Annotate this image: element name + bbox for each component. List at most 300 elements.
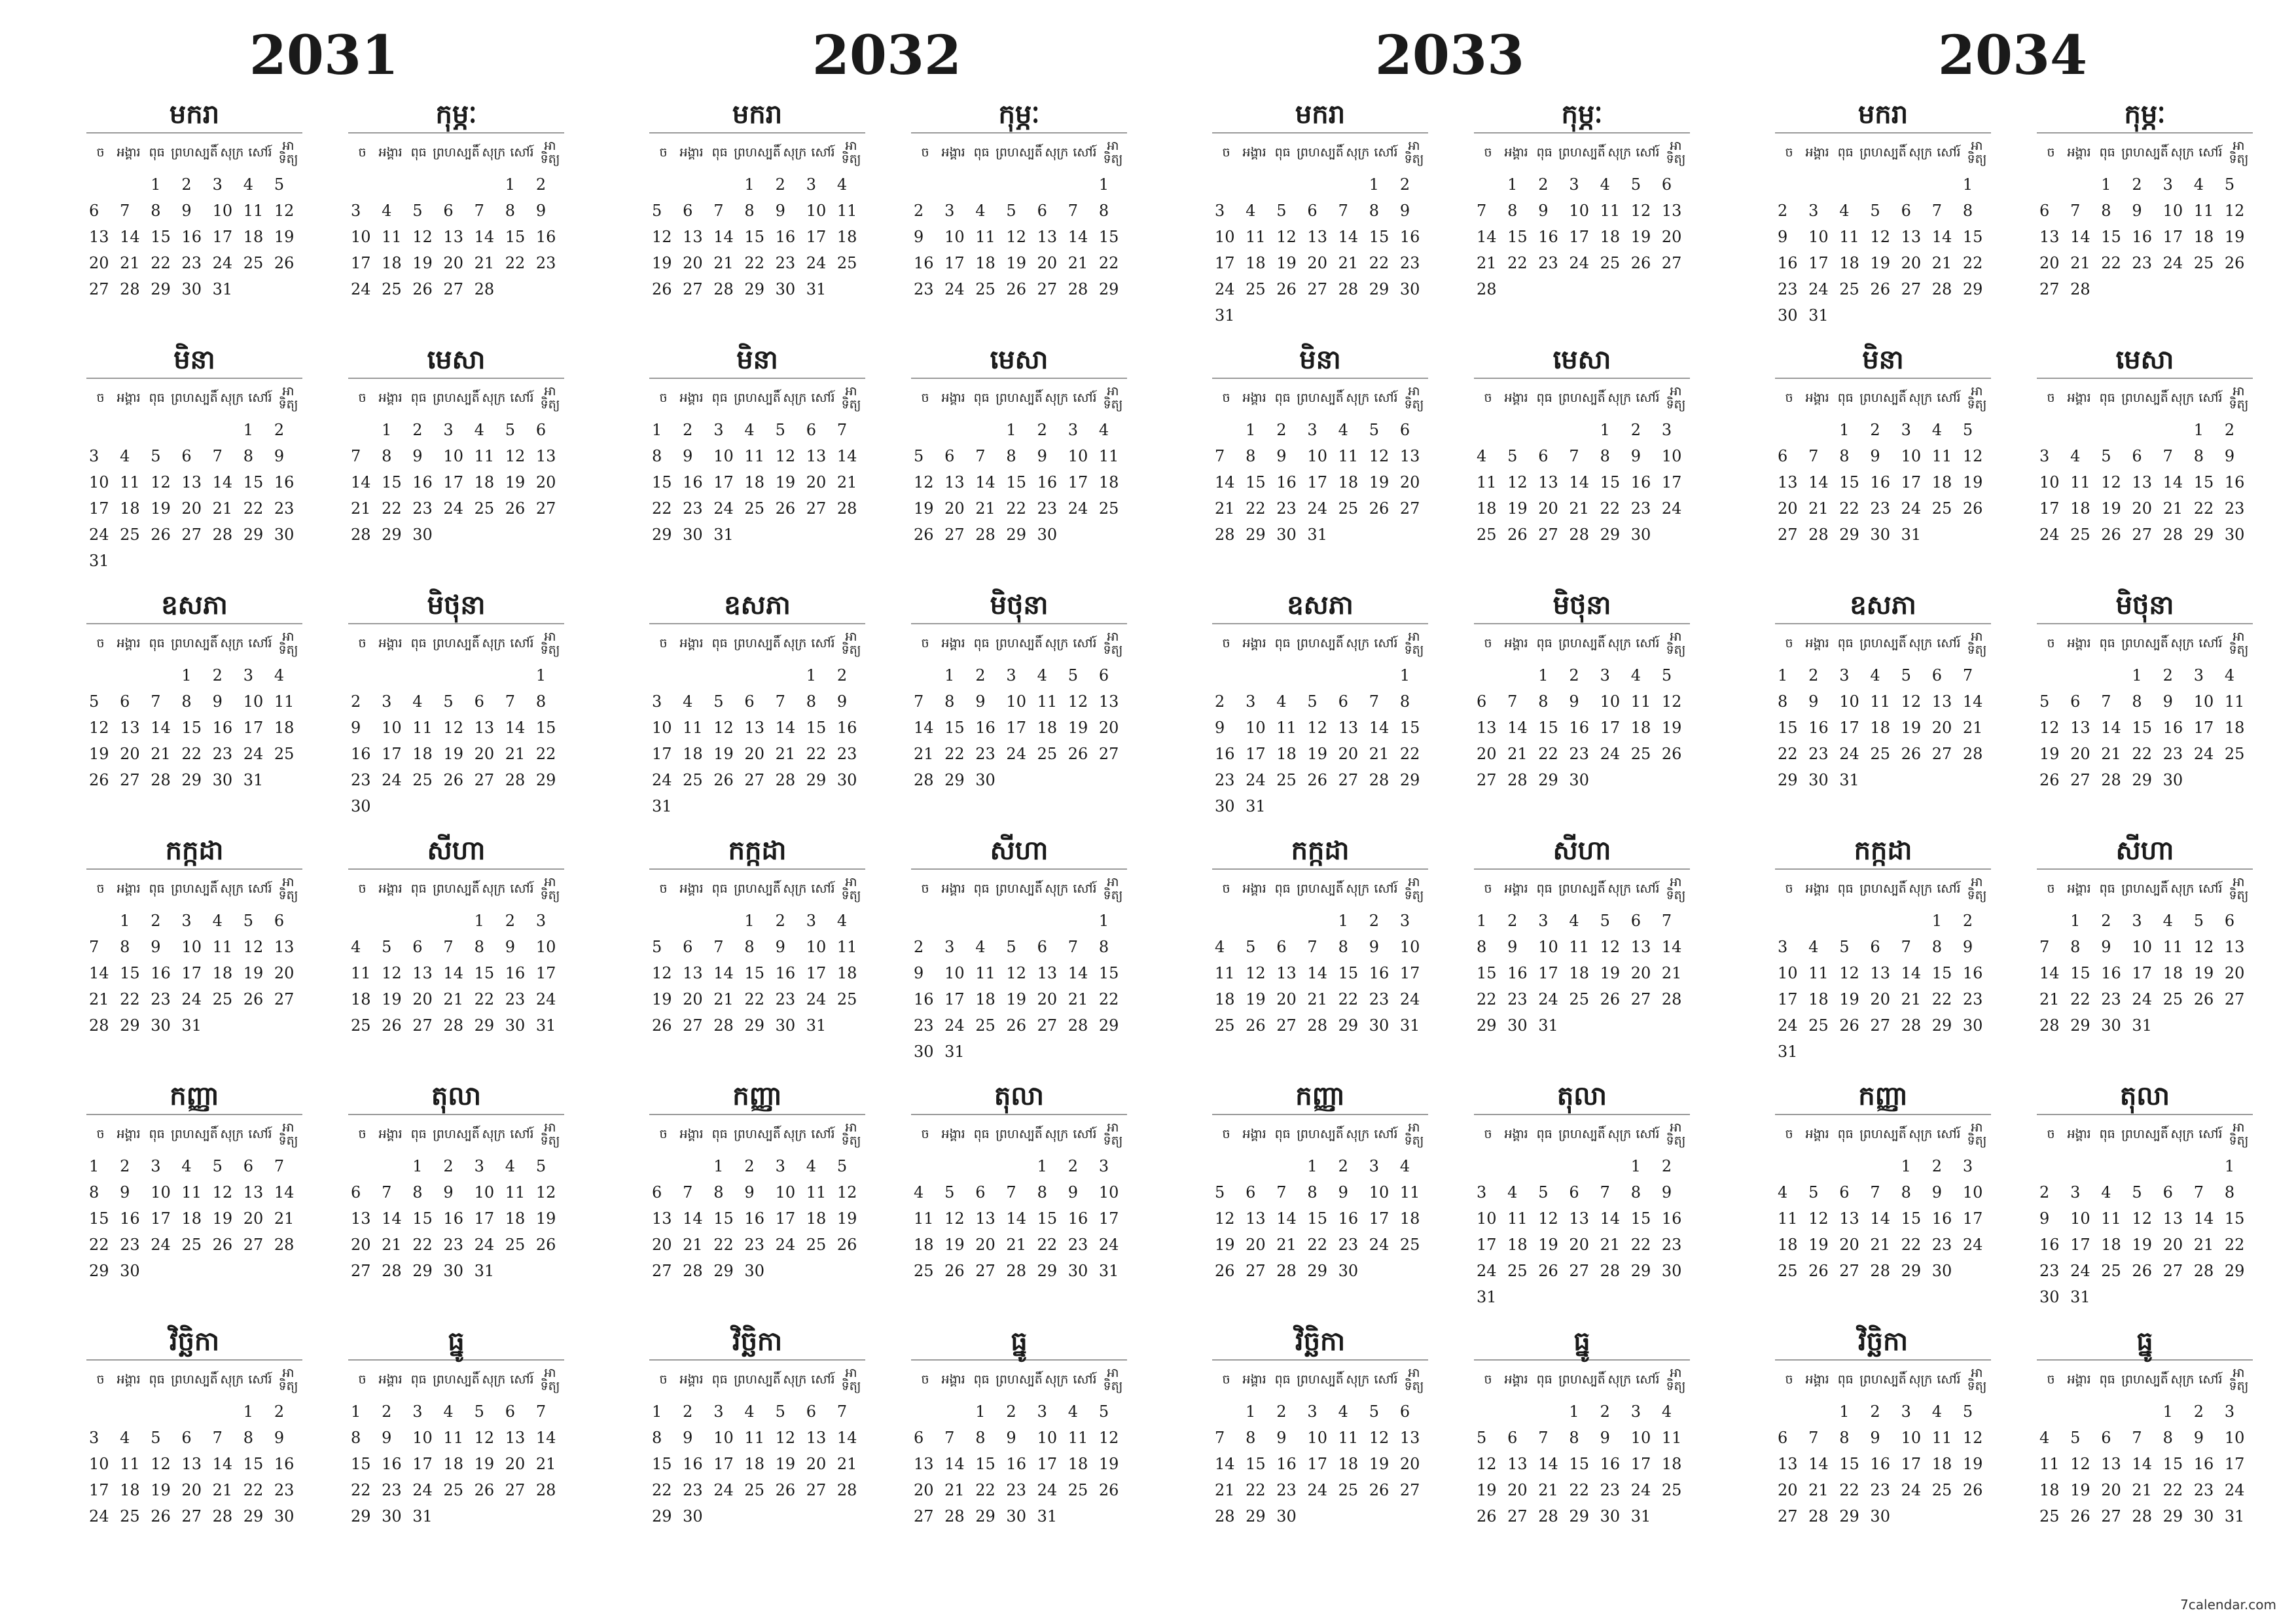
day-cell: 24 (443, 499, 463, 518)
weekday-label: សុក្រ (1607, 1372, 1632, 1387)
day-cell: 20 (1276, 990, 1297, 1008)
day-cell: 17 (1477, 1236, 1497, 1254)
day-cell: 26 (1276, 280, 1297, 298)
day-cell: 6 (1037, 938, 1047, 956)
day-cell: 27 (806, 499, 827, 518)
weekday-label: ពុធ (1536, 391, 1552, 405)
day-cell: 17 (1600, 719, 1621, 737)
day-cell: 7 (212, 1429, 223, 1447)
day-cell: 8 (744, 938, 755, 956)
day-cell: 9 (120, 1183, 130, 1202)
day-cell: 21 (1538, 1481, 1558, 1499)
day-cell: 30 (1037, 526, 1058, 544)
day-cell: 29 (1538, 771, 1558, 789)
month-block (1775, 588, 1991, 833)
weekday-label: អាទិត្យ (1404, 875, 1424, 902)
day-cell: 15 (351, 1455, 371, 1473)
day-cell: 19 (1369, 1455, 1390, 1473)
weekday-label: សៅរ៍ (248, 636, 272, 651)
day-cell: 24 (806, 990, 827, 1008)
weekday-header (2037, 378, 2253, 417)
day-cell: 3 (2162, 175, 2173, 194)
day-cell: 26 (1369, 499, 1390, 518)
day-cell: 10 (1037, 1429, 1058, 1447)
weekday-label: ព្រហស្បតិ៍ (996, 1127, 1043, 1141)
day-cell: 1 (1839, 421, 1850, 439)
empty-day-cell (348, 908, 379, 934)
empty-day-cell (148, 662, 179, 688)
day-cell: 14 (975, 473, 996, 491)
weekday-label: ពុធ (711, 636, 728, 651)
day-cell: 18 (2101, 1236, 2121, 1254)
day-cell: 3 (652, 692, 662, 711)
day-cell: 31 (412, 1507, 433, 1525)
month-block (649, 833, 865, 1079)
weekday-label: សៅរ៍ (811, 391, 835, 405)
day-cell: 27 (1399, 499, 1420, 518)
weekday-label: ព្រហស្បតិ៍ (1297, 1127, 1344, 1141)
day-cell: 21 (944, 1481, 965, 1499)
day-cell: 2 (1037, 421, 1047, 439)
day-cell: 22 (1399, 745, 1420, 763)
day-cell: 3 (382, 692, 392, 711)
day-cell: 1 (1507, 175, 1518, 194)
empty-day-cell (1367, 662, 1397, 688)
day-cell: 28 (1215, 1507, 1235, 1525)
day-cell: 16 (535, 228, 556, 246)
weekday-label: ព្រហស្បតិ៍ (1297, 391, 1344, 405)
day-cell: 6 (1661, 175, 1672, 194)
day-cell: 30 (1630, 526, 1651, 544)
day-cell: 7 (2162, 447, 2173, 465)
weekday-label: សុក្រ (783, 1372, 807, 1387)
day-cell: 27 (443, 280, 463, 298)
day-cell: 23 (382, 1481, 402, 1499)
day-cell: 14 (1006, 1209, 1026, 1228)
day-cell: 25 (505, 1236, 526, 1254)
year-title: 2031 (249, 24, 399, 87)
day-cell: 6 (1307, 202, 1318, 220)
day-cell: 28 (944, 1507, 965, 1525)
day-cell: 30 (1369, 1016, 1390, 1035)
month-name: កុម្ភៈ (998, 99, 1040, 130)
day-cell: 13 (181, 473, 202, 491)
day-cell: 14 (2162, 473, 2183, 491)
weekday-label: ច (1785, 636, 1793, 651)
day-cell: 9 (2132, 202, 2142, 220)
day-cell: 29 (120, 1016, 140, 1035)
month-block (1775, 342, 1991, 588)
day-cell: 24 (1067, 499, 1088, 518)
day-cell: 6 (2039, 202, 2050, 220)
day-cell: 11 (505, 1183, 526, 1202)
day-cell: 29 (1037, 1262, 1058, 1280)
day-cell: 18 (1098, 473, 1119, 491)
month-name: មិនា (1862, 345, 1904, 375)
day-cell: 10 (713, 447, 734, 465)
weekday-label: អង្គារ (1805, 1372, 1829, 1387)
day-cell: 7 (683, 1183, 693, 1202)
day-cell: 4 (505, 1157, 515, 1175)
day-cell: 25 (2039, 1507, 2060, 1525)
day-cell: 4 (1507, 1183, 1518, 1202)
day-cell: 21 (1338, 254, 1359, 272)
day-cell: 5 (652, 202, 662, 220)
day-cell: 29 (1778, 771, 1798, 789)
day-cell: 29 (2224, 1262, 2245, 1280)
weekday-label: ច (96, 1127, 105, 1141)
month-name: ឧសភា (724, 590, 791, 620)
weekday-header (348, 623, 564, 662)
weekday-label: ព្រហស្បតិ៍ (1558, 882, 1605, 896)
day-cell: 15 (744, 228, 764, 246)
day-cell: 22 (535, 745, 556, 763)
weekday-label: សៅរ៍ (510, 391, 534, 405)
day-cell: 30 (975, 771, 996, 789)
day-cell: 24 (243, 745, 264, 763)
day-cell: 10 (2193, 692, 2214, 711)
weekday-label: ច (921, 391, 929, 405)
empty-day-cell (1505, 417, 1535, 443)
weekday-label: ពុធ (410, 1127, 427, 1141)
month-block (1474, 588, 1690, 833)
day-cell: 4 (2193, 175, 2204, 194)
day-cell: 30 (1870, 1507, 1890, 1525)
empty-day-cell (1775, 908, 1806, 934)
day-cell: 7 (1067, 938, 1078, 956)
day-cell: 23 (351, 771, 371, 789)
weekday-header (649, 623, 865, 662)
day-cell: 10 (1808, 228, 1829, 246)
day-cell: 8 (151, 202, 161, 220)
empty-day-cell (86, 171, 117, 198)
weekday-label: ពុធ (1274, 882, 1291, 896)
empty-day-cell (1535, 1153, 1566, 1179)
day-cell: 2 (1399, 175, 1410, 194)
empty-day-cell (379, 662, 410, 688)
weekday-label: ពុធ (410, 1372, 427, 1387)
weekday-label: សៅរ៍ (510, 1127, 534, 1141)
days-grid (1775, 417, 1991, 548)
day-cell: 10 (382, 719, 402, 737)
empty-day-cell (1806, 171, 1837, 198)
day-cell: 18 (683, 745, 703, 763)
day-cell: 13 (652, 1209, 672, 1228)
weekday-label: ច (1484, 391, 1492, 405)
day-cell: 24 (2224, 1481, 2245, 1499)
day-cell: 14 (1067, 228, 1088, 246)
day-cell: 26 (2132, 1262, 2152, 1280)
day-cell: 20 (1507, 1481, 1528, 1499)
day-cell: 21 (1661, 964, 1682, 982)
day-cell: 18 (806, 1209, 827, 1228)
day-cell: 6 (181, 447, 192, 465)
weekday-label: ពុធ (2099, 1372, 2115, 1387)
day-cell: 6 (1569, 1183, 1579, 1202)
day-cell: 6 (1778, 1429, 1788, 1447)
day-cell: 9 (683, 447, 693, 465)
day-cell: 20 (744, 745, 764, 763)
weekday-label: សុក្រ (1346, 391, 1370, 405)
day-cell: 30 (1276, 526, 1297, 544)
weekday-label: សុក្រ (482, 882, 506, 896)
day-cell: 31 (806, 1016, 827, 1035)
day-cell: 2 (382, 1402, 392, 1421)
day-cell: 15 (652, 473, 672, 491)
day-cell: 14 (212, 1455, 233, 1473)
day-cell: 7 (1369, 692, 1379, 711)
day-cell: 20 (89, 254, 109, 272)
day-cell: 17 (1661, 473, 1682, 491)
day-cell: 4 (1477, 447, 1487, 465)
day-cell: 6 (1931, 666, 1942, 685)
day-cell: 18 (1399, 1209, 1420, 1228)
weekday-label: ព្រហស្បតិ៍ (996, 636, 1043, 651)
weekday-header (1474, 868, 1690, 908)
day-cell: 19 (151, 1481, 171, 1499)
day-cell: 6 (975, 1183, 986, 1202)
day-cell: 23 (1276, 1481, 1297, 1499)
day-cell: 28 (713, 1016, 734, 1035)
day-cell: 26 (243, 990, 264, 1008)
empty-day-cell (1929, 171, 1960, 198)
day-cell: 2 (1215, 692, 1225, 711)
weekday-header (911, 868, 1127, 908)
day-cell: 20 (1399, 1455, 1420, 1473)
weekday-label: អង្គារ (1805, 145, 1829, 160)
day-cell: 16 (836, 719, 857, 737)
day-cell: 8 (1246, 447, 1256, 465)
day-cell: 30 (151, 1016, 171, 1035)
weekday-label: ច (96, 391, 105, 405)
day-cell: 27 (1276, 1016, 1297, 1035)
day-cell: 4 (1338, 421, 1348, 439)
day-cell: 19 (836, 1209, 857, 1228)
weekday-label: សុក្រ (1045, 636, 1069, 651)
day-cell: 17 (1778, 990, 1798, 1008)
day-cell: 4 (836, 912, 848, 930)
day-cell: 2 (2101, 912, 2111, 930)
empty-day-cell (911, 662, 942, 688)
day-cell: 9 (1507, 938, 1518, 956)
month-block (1212, 833, 1428, 1079)
day-cell: 15 (2224, 1209, 2245, 1228)
month-block (2037, 588, 2253, 833)
weekday-label: អាទិត្យ (278, 875, 298, 902)
day-cell: 4 (806, 1157, 816, 1175)
day-cell: 4 (1399, 1157, 1410, 1175)
weekday-label: ពុធ (410, 882, 427, 896)
weekday-header (2037, 1114, 2253, 1153)
day-cell: 19 (1246, 990, 1266, 1008)
day-cell: 6 (1538, 447, 1549, 465)
day-cell: 3 (181, 912, 192, 930)
day-cell: 29 (744, 1016, 764, 1035)
day-cell: 30 (1808, 771, 1829, 789)
day-cell: 14 (1338, 228, 1359, 246)
day-cell: 28 (1808, 526, 1829, 544)
day-cell: 4 (2039, 1429, 2050, 1447)
weekday-label: សៅរ៍ (248, 1127, 272, 1141)
day-cell: 11 (120, 1455, 140, 1473)
weekday-label: អាទិត្យ (2229, 139, 2249, 166)
month-name: តុលា (2119, 1081, 2170, 1111)
weekday-label: អាទិត្យ (1967, 630, 1987, 657)
day-cell: 7 (1962, 666, 1973, 685)
weekday-label: ពុធ (1837, 636, 1854, 651)
day-cell: 3 (1246, 692, 1256, 711)
day-cell: 13 (1246, 1209, 1266, 1228)
weekday-header (1474, 1359, 1690, 1399)
day-cell: 17 (2224, 1455, 2245, 1473)
day-cell: 20 (243, 1209, 264, 1228)
weekday-label: សៅរ៍ (811, 636, 835, 651)
empty-day-cell (2068, 1153, 2098, 1179)
day-cell: 13 (2132, 473, 2152, 491)
day-cell: 20 (2101, 1481, 2121, 1499)
day-cell: 27 (914, 1507, 934, 1525)
day-cell: 11 (1778, 1209, 1798, 1228)
weekday-header (911, 623, 1127, 662)
day-cell: 12 (914, 473, 934, 491)
day-cell: 6 (914, 1429, 924, 1447)
day-cell: 21 (382, 1236, 402, 1254)
day-cell: 29 (1369, 280, 1390, 298)
day-cell: 17 (1901, 473, 1922, 491)
day-cell: 27 (1931, 745, 1952, 763)
day-cell: 24 (1307, 1481, 1327, 1499)
weekday-label: អាទិត្យ (1404, 1120, 1424, 1148)
weekday-label: ច (1222, 1127, 1230, 1141)
month-block (1474, 833, 1690, 1079)
weekday-label: អាទិត្យ (841, 384, 861, 412)
weekday-header (1212, 1359, 1428, 1399)
day-cell: 22 (505, 254, 526, 272)
day-cell: 27 (181, 1507, 202, 1525)
day-cell: 27 (1307, 280, 1327, 298)
day-cell: 21 (2039, 990, 2060, 1008)
day-cell: 7 (151, 692, 161, 711)
weekday-label: សុក្រ (1346, 1372, 1370, 1387)
weekday-label: អាទិត្យ (1103, 1366, 1123, 1393)
day-cell: 15 (2101, 228, 2121, 246)
day-cell: 17 (243, 719, 264, 737)
empty-day-cell (1035, 908, 1066, 934)
day-cell: 7 (382, 1183, 392, 1202)
empty-day-cell (440, 908, 471, 934)
day-cell: 30 (1600, 1507, 1621, 1525)
day-cell: 7 (2132, 1429, 2142, 1447)
day-cell: 2 (775, 175, 785, 194)
empty-day-cell (117, 1399, 148, 1425)
day-cell: 25 (914, 1262, 934, 1280)
weekday-label: ច (358, 1127, 367, 1141)
day-cell: 16 (351, 745, 371, 763)
day-cell: 12 (1098, 1429, 1119, 1447)
day-cell: 27 (505, 1481, 526, 1499)
day-cell: 15 (151, 228, 171, 246)
day-cell: 22 (1037, 1236, 1058, 1254)
weekday-label: អង្គារ (378, 1127, 403, 1141)
day-cell: 5 (1962, 421, 1973, 439)
month-name: មករា (169, 99, 220, 130)
day-cell: 11 (1246, 228, 1266, 246)
day-cell: 26 (1067, 745, 1088, 763)
day-cell: 22 (474, 990, 495, 1008)
day-cell: 27 (1630, 990, 1651, 1008)
day-cell: 20 (2039, 254, 2060, 272)
weekday-header (1212, 1114, 1428, 1153)
day-cell: 11 (274, 692, 295, 711)
day-cell: 31 (1778, 1043, 1798, 1061)
day-cell: 17 (382, 745, 402, 763)
day-cell: 29 (944, 771, 965, 789)
day-cell: 8 (120, 938, 130, 956)
day-cell: 3 (1477, 1183, 1487, 1202)
day-cell: 28 (1808, 1507, 1829, 1525)
weekday-label: អាទិត្យ (1404, 139, 1424, 166)
month-block (649, 97, 865, 342)
day-cell: 23 (1399, 254, 1420, 272)
day-cell: 13 (2039, 228, 2060, 246)
weekday-label: ព្រហស្បតិ៍ (996, 145, 1043, 160)
day-cell: 24 (2070, 1262, 2090, 1280)
day-cell: 31 (243, 771, 264, 789)
day-cell: 19 (443, 745, 463, 763)
empty-day-cell (1867, 1153, 1898, 1179)
day-cell: 30 (1215, 797, 1235, 815)
day-cell: 29 (1630, 1262, 1651, 1280)
weekday-label: ព្រហស្បតិ៍ (433, 145, 480, 160)
weekday-label: អង្គារ (117, 391, 141, 405)
day-cell: 25 (1778, 1262, 1798, 1280)
day-cell: 22 (1006, 499, 1026, 518)
day-cell: 8 (1507, 202, 1518, 220)
empty-day-cell (503, 662, 533, 688)
day-cell: 8 (806, 692, 816, 711)
weekday-label: អង្គារ (378, 391, 403, 405)
day-cell: 30 (775, 1016, 796, 1035)
days-grid (1212, 417, 1428, 548)
day-cell: 30 (1962, 1016, 1983, 1035)
day-cell: 5 (1215, 1183, 1225, 1202)
weekday-header (86, 1359, 302, 1399)
day-cell: 2 (274, 421, 285, 439)
day-cell: 23 (1931, 1236, 1952, 1254)
day-cell: 19 (1067, 719, 1088, 737)
day-cell: 23 (914, 1016, 934, 1035)
day-cell: 21 (1808, 499, 1829, 518)
day-cell: 26 (2224, 254, 2245, 272)
day-cell: 1 (944, 666, 955, 685)
weekday-label: សុក្រ (1045, 1127, 1069, 1141)
weekday-header (1775, 623, 1991, 662)
weekday-label: ព្រហស្បតិ៍ (1297, 1372, 1344, 1387)
day-cell: 24 (1399, 990, 1420, 1008)
month-name: ធ្នូ (1573, 1327, 1590, 1357)
weekday-label: អាទិត្យ (1666, 384, 1686, 412)
day-cell: 12 (1276, 228, 1297, 246)
day-cell: 18 (412, 745, 433, 763)
day-cell: 7 (505, 692, 515, 711)
day-cell: 20 (914, 1481, 934, 1499)
empty-day-cell (1035, 171, 1066, 198)
empty-day-cell (1505, 662, 1535, 688)
day-cell: 23 (1215, 771, 1235, 789)
weekday-label: សុក្រ (1346, 1127, 1370, 1141)
day-cell: 29 (1839, 526, 1859, 544)
day-cell: 7 (713, 202, 724, 220)
